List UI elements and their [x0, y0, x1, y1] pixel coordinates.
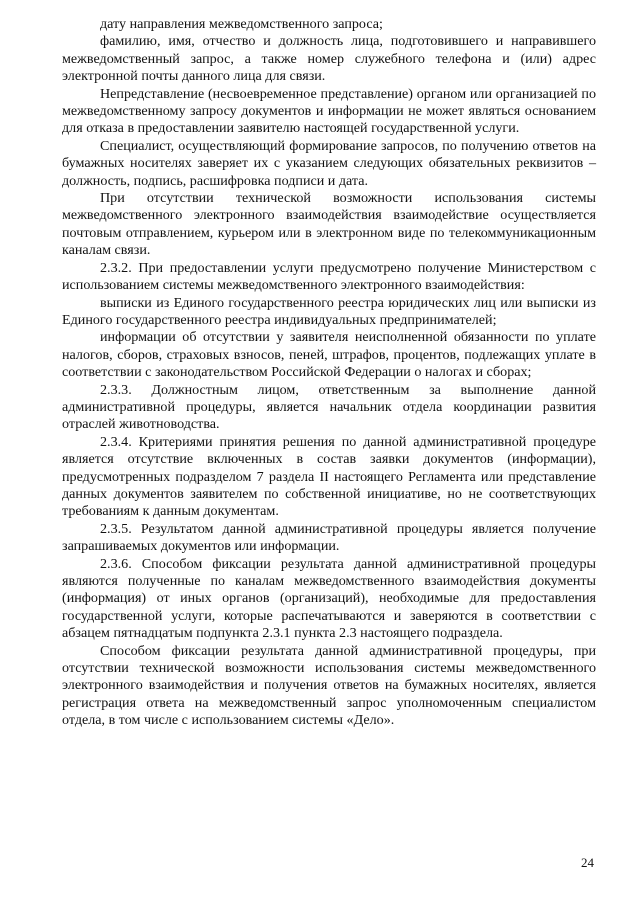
document-body	[62, 16, 596, 730]
paragraph: дату направления межведомственного запроса;	[100, 16, 383, 32]
paragraph: 2.3.4. Критериями принятия решения по данной административной процедуре является отсутствие включенных в состав заявки документов (информации), предусмотренных подразделом 7 раздела II настоящего Регламента или представление данных документов заявителем по собственной инициативе, но не соответствующих требованиям к данным документам.	[62, 433, 596, 520]
paragraph: Способом фиксации результата данной административной процедуры, при отсутствии технической возможности использования системы межведомственного электронного взаимодействия и получения ответов на бумажных носителях, является регистрация ответа на межведомственный запрос уполномоченным специалистом отдела, в том числе с использованием системы «Дело».	[62, 642, 596, 729]
paragraph: информации об отсутствии у заявителя неисполненной обязанности по уплате налогов, сборов, страховых взносов, пеней, штрафов, процентов, подлежащих уплате в соответствии с законодательством Российской Федерации о налогах и сборах;	[62, 329, 596, 381]
paragraph: фамилию, имя, отчество и должность лица, подготовившего и направившего межведомственный запрос, а также номер служебного телефона и (или) адрес электронной почты данного лица для связи.	[62, 33, 596, 85]
paragraph: 2.3.2. При предоставлении услуги предусмотрено получение Министерством с использованием системы межведомственного электронного взаимодействия:	[62, 259, 596, 294]
paragraph: 2.3.5. Результатом данной административной процедуры является получение запрашиваемых документов или информации.	[62, 520, 596, 555]
paragraph: Непредставление (несвоевременное представление) органом или организацией по межведомственному запросу документов и информации не может являться основанием для отказа в предоставлении заявителю настоящей государственной услуги.	[62, 85, 596, 137]
paragraph: 2.3.6. Способом фиксации результата данной административной процедуры являются полученные по каналам межведомственного взаимодействия документы (информация) от иных органов (организаций), необходимые для предоставления государственной услуги, которые распечатываются и заверяются в соответствии с абзацем пятнадцатым подпункта 2.3.1 пункта 2.3 настоящего подраздела.	[62, 555, 596, 642]
page-number: 24	[581, 855, 594, 870]
paragraph: При отсутствии технической возможности использования системы межведомственного электронного взаимодействия взаимодействие осуществляется почтовым отправлением, курьером или в электронном виде по телекоммуникационным каналам связи.	[62, 190, 596, 259]
paragraph: 2.3.3. Должностным лицом, ответственным за выполнение данной административной процедуры, является начальник отдела координации развития отраслей животноводства.	[62, 381, 596, 433]
paragraph: Специалист, осуществляющий формирование запросов, по получению ответов на бумажных носителях заверяет их с указанием следующих обязательных реквизитов – должность, подпись, расшифровка подписи и дата.	[62, 137, 596, 189]
paragraph: выписки из Единого государственного реестра юридических лиц или выписки из Единого государственного реестра индивидуальных предпринимателей;	[62, 294, 596, 328]
